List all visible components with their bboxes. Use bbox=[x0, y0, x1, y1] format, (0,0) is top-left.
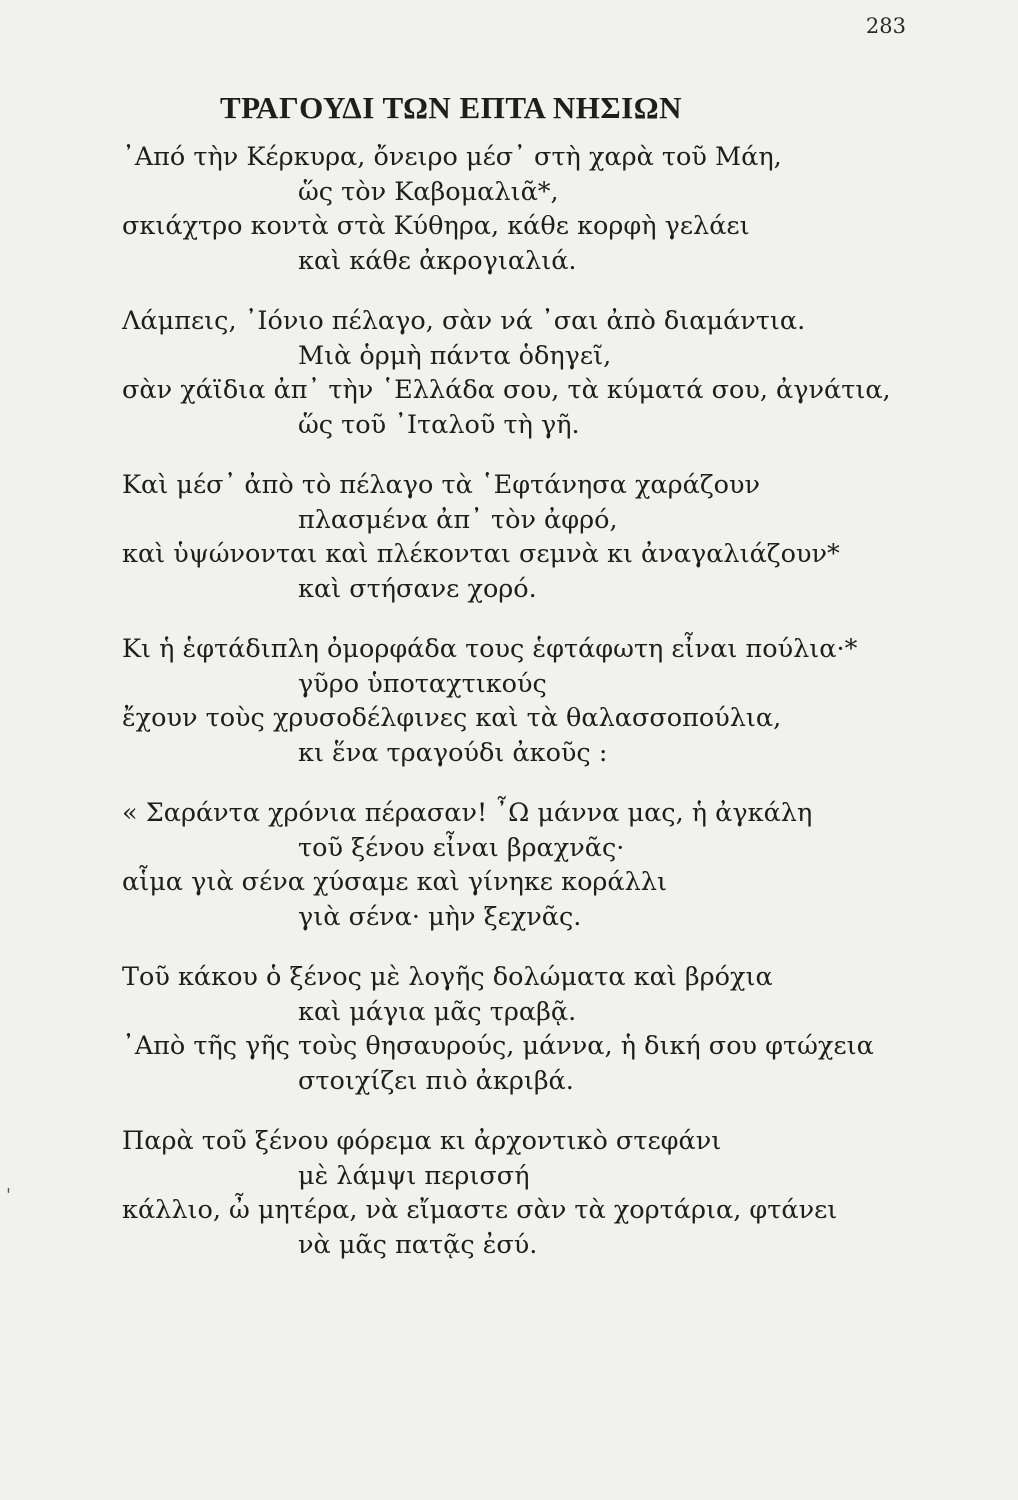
poem-line: Παρὰ τοῦ ξένου φόρεμα κι ἀρχοντικὸ στεφάνι bbox=[122, 1126, 722, 1156]
stanza-3 bbox=[0, 468, 1018, 606]
poem-line: νὰ μᾶς πατᾷς ἐσύ. bbox=[298, 1229, 538, 1260]
stanza-7 bbox=[0, 1124, 1018, 1262]
poem-line: κι ἕνα τραγούδι ἀκοῦς : bbox=[298, 737, 608, 768]
poem-line: κάλλιο, ὦ μητέρα, νὰ εἴμαστε σὰν τὰ χορτάρια, φτάνει bbox=[122, 1195, 838, 1225]
poem-line: ᾿Απὸ τῆς γῆς τοὺς θησαυρούς, μάννα, ἡ δική σου φτώχεια bbox=[122, 1031, 874, 1061]
poem-line: τοῦ ξένου εἶναι βραχνᾶς· bbox=[298, 832, 625, 863]
poem-line: Μιὰ ὁρμὴ πάντα ὁδηγεῖ, bbox=[298, 340, 612, 371]
poem-line: « Σαράντα χρόνια πέρασαν! ῏Ω μάννα μας, ἡ ἀγκάλη bbox=[122, 798, 813, 828]
poem-body bbox=[0, 140, 1018, 1288]
poem-line: Κι ἡ ἑφτάδιπλη ὀμορφάδα τους ἑφτάφωτη εἶναι πούλια·* bbox=[122, 634, 858, 664]
poem-line: Τοῦ κάκου ὁ ξένος μὲ λογῆς δολώματα καὶ βρόχια bbox=[122, 962, 773, 992]
poem-line: Καὶ μέσ᾿ ἀπὸ τὸ πέλαγο τὰ ῾Εφτάνησα χαράζουν bbox=[122, 470, 761, 500]
poem-line: καὶ στήσανε χορό. bbox=[298, 573, 537, 604]
page-number: 283 bbox=[865, 14, 906, 38]
poem-line: στοιχίζει πιὸ ἀκριβά. bbox=[298, 1065, 574, 1096]
poem-line: αἷμα γιὰ σένα χύσαμε καὶ γίνηκε κοράλλι bbox=[122, 867, 667, 897]
poem-line: καὶ ὑψώνονται καὶ πλέκονται σεμνὰ κι ἀναγαλιάζουν* bbox=[122, 539, 840, 569]
stanza-1 bbox=[0, 140, 1018, 278]
poem-title: ΤΡΑΓΟΥΔΙ ΤΩΝ ΕΠΤΑ ΝΗΣΙΩΝ bbox=[220, 90, 682, 125]
poem-line: ἔχουν τοὺς χρυσοδέλφινες καὶ τὰ θαλασσοπούλια, bbox=[122, 703, 782, 733]
poem-line: ὥς τοῦ ᾿Ιταλοῦ τὴ γῆ. bbox=[298, 409, 580, 440]
poem-line: καὶ κάθε ἀκρογιαλιά. bbox=[298, 245, 577, 276]
poem-line: σκιάχτρο κοντὰ στὰ Κύθηρα, κάθε κορφὴ γελάει bbox=[122, 211, 750, 241]
poem-line: σὰν χάϊδια ἀπ᾿ τὴν ῾Ελλάδα σου, τὰ κύματά σου, ἀγνάτια, bbox=[122, 375, 891, 405]
poem-line: καὶ μάγια μᾶς τραβᾷ. bbox=[298, 996, 577, 1027]
stanza-2 bbox=[0, 304, 1018, 442]
poem-line: μὲ λάμψι περισσή bbox=[298, 1160, 530, 1191]
margin-speck: ' bbox=[6, 1185, 11, 1206]
poem-line: Λάμπεις, ᾿Ιόνιο πέλαγο, σὰν νά ᾿σαι ἀπὸ διαμάντια. bbox=[122, 306, 806, 336]
poem-line: γῦρο ὑποταχτικούς bbox=[298, 668, 547, 699]
poem-line: γιὰ σένα· μὴν ξεχνᾶς. bbox=[298, 901, 582, 932]
stanza-4 bbox=[0, 632, 1018, 770]
poem-line: πλασμένα ἀπ᾿ τὸν ἀφρό, bbox=[298, 504, 618, 535]
stanza-5 bbox=[0, 796, 1018, 934]
poem-line: ὥς τὸν Καβομαλιᾶ*, bbox=[298, 176, 559, 207]
poem-line: ᾿Από τὴν Κέρκυρα, ὄνειρο μέσ᾿ στὴ χαρὰ τοῦ Μάη, bbox=[122, 142, 782, 172]
stanza-6 bbox=[0, 960, 1018, 1098]
